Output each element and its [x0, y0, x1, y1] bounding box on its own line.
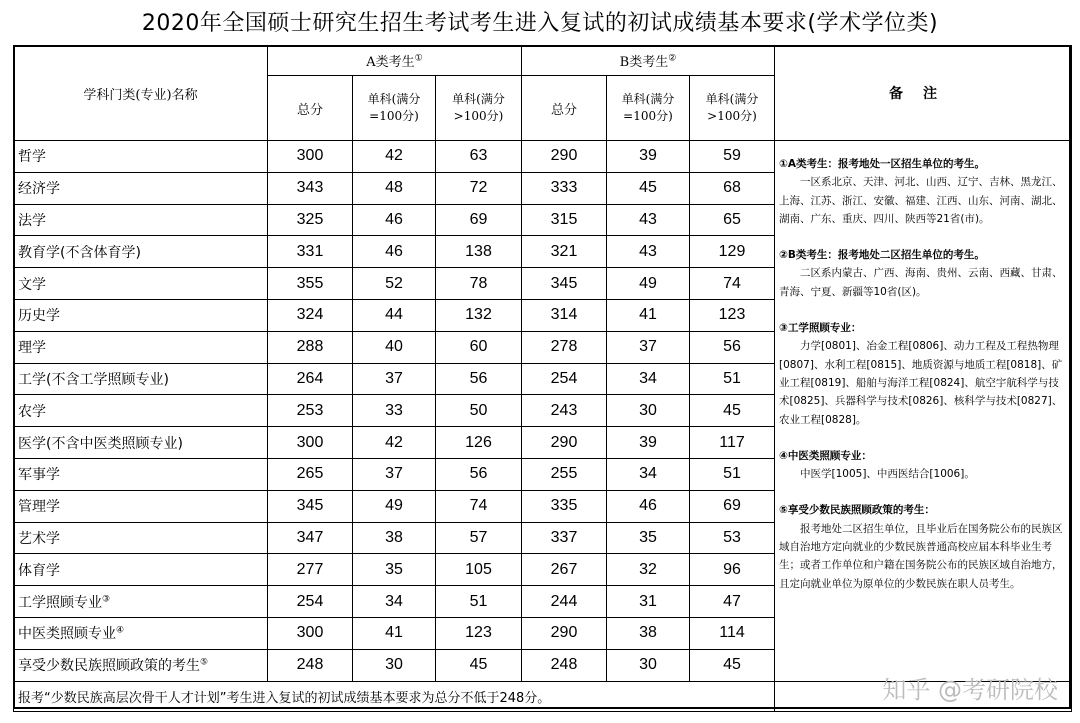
a-score-single100: 41	[353, 617, 436, 649]
a-score-single100plus: 105	[436, 554, 522, 586]
b-score-single100: 39	[607, 427, 690, 459]
b-score-single100plus: 96	[690, 554, 775, 586]
note-title: ③工学照顾专业：	[779, 322, 862, 335]
b-score-single100plus: 65	[690, 204, 775, 236]
header-b-single100: 单科(满分 =100分)	[607, 76, 690, 141]
discipline-name: 法学	[14, 204, 268, 236]
note-body: 一区系北京、天津、河北、山西、辽宁、吉林、黑龙江、上海、江苏、浙江、安徽、福建、江西、山东、河南、湖北、湖南、广东、重庆、四川、陕西等21省(市)。	[779, 176, 1063, 225]
b-score-single100plus: 45	[690, 649, 775, 681]
b-score-single100: 45	[607, 172, 690, 204]
a-score-single100plus: 69	[436, 204, 522, 236]
b-score-single100: 39	[607, 141, 690, 173]
discipline-name: 艺术学	[14, 522, 268, 554]
header-b-total: 总分	[522, 76, 607, 141]
b-score-total: 315	[522, 204, 607, 236]
a-score-single100: 37	[353, 458, 436, 490]
a-score-total: 343	[268, 172, 353, 204]
a-score-total: 288	[268, 331, 353, 363]
b-score-total: 290	[522, 141, 607, 173]
discipline-name: 军事学	[14, 458, 268, 490]
discipline-name: 医学(不含中医类照顾专业)	[14, 427, 268, 459]
a-score-single100: 44	[353, 299, 436, 331]
discipline-name: 哲学	[14, 141, 268, 173]
a-score-total: 347	[268, 522, 353, 554]
b-score-single100plus: 47	[690, 586, 775, 618]
b-score-total: 345	[522, 268, 607, 300]
discipline-name: 理学	[14, 331, 268, 363]
page-title: 2020年全国硕士研究生招生考试考生进入复试的初试成绩基本要求(学术学位类)	[141, 11, 939, 36]
footer-note: 报考“少数民族高层次骨干人才计划”考生进入复试的初试成绩基本要求为总分不低于248分。	[14, 681, 775, 711]
a-score-total: 253	[268, 395, 353, 427]
b-score-single100plus: 59	[690, 141, 775, 173]
a-score-total: 277	[268, 554, 353, 586]
a-score-single100plus: 60	[436, 331, 522, 363]
a-score-single100plus: 126	[436, 427, 522, 459]
b-score-single100: 49	[607, 268, 690, 300]
b-score-single100: 30	[607, 649, 690, 681]
b-score-total: 244	[522, 586, 607, 618]
b-score-total: 337	[522, 522, 607, 554]
discipline-name: 体育学	[14, 554, 268, 586]
a-score-total: 331	[268, 236, 353, 268]
note-title: ④中医类照顾专业：	[779, 449, 872, 462]
b-score-total: 278	[522, 331, 607, 363]
b-score-single100: 46	[607, 490, 690, 522]
a-score-single100: 42	[353, 427, 436, 459]
discipline-name: 农学	[14, 395, 268, 427]
a-score-single100plus: 56	[436, 363, 522, 395]
b-score-total: 267	[522, 554, 607, 586]
b-score-single100plus: 74	[690, 268, 775, 300]
a-score-single100plus: 78	[436, 268, 522, 300]
b-score-single100plus: 117	[690, 427, 775, 459]
note-body: 报考地处二区招生单位，且毕业后在国务院公布的民族区域自治地方定向就业的少数民族普通高校应届本科毕业生考生；或者工作单位和户籍在国务院公布的民族区域自治地方，且定向就业单位为原单位的少数民族在职人员考生。	[779, 522, 1063, 590]
note-title: ⑤享受少数民族照顾政策的考生：	[779, 504, 935, 517]
a-score-single100plus: 138	[436, 236, 522, 268]
a-score-total: 265	[268, 458, 353, 490]
b-score-single100: 30	[607, 395, 690, 427]
b-score-single100: 31	[607, 586, 690, 618]
a-score-total: 300	[268, 427, 353, 459]
a-score-total: 325	[268, 204, 353, 236]
header-a-total: 总分	[268, 76, 353, 141]
a-score-single100plus: 74	[436, 490, 522, 522]
a-score-single100plus: 51	[436, 586, 522, 618]
b-score-single100: 43	[607, 236, 690, 268]
b-score-total: 254	[522, 363, 607, 395]
discipline-name: 享受少数民族照顾政策的考生⑤	[14, 649, 268, 681]
b-score-single100plus: 114	[690, 617, 775, 649]
header-a-single100plus: 单科(满分 >100分)	[436, 76, 522, 141]
a-score-single100: 34	[353, 586, 436, 618]
b-score-total: 314	[522, 299, 607, 331]
discipline-name: 中医类照顾专业④	[14, 617, 268, 649]
table-border	[13, 45, 1071, 709]
a-score-single100plus: 50	[436, 395, 522, 427]
header-b-single100plus: 单科(满分 >100分)	[690, 76, 775, 141]
header-group-b: B类考生②	[522, 46, 775, 76]
a-score-single100plus: 63	[436, 141, 522, 173]
a-score-single100: 40	[353, 331, 436, 363]
header-notes: 备注	[775, 46, 1072, 141]
b-score-total: 290	[522, 617, 607, 649]
b-score-single100plus: 51	[690, 458, 775, 490]
discipline-name: 文学	[14, 268, 268, 300]
a-score-total: 300	[268, 141, 353, 173]
note-body: 中医学[1005]、中西医结合[1006]。	[800, 468, 975, 481]
discipline-name: 教育学(不含体育学)	[14, 236, 268, 268]
a-score-total: 248	[268, 649, 353, 681]
b-score-total: 248	[522, 649, 607, 681]
b-score-single100: 38	[607, 617, 690, 649]
b-score-single100: 32	[607, 554, 690, 586]
a-score-single100: 42	[353, 141, 436, 173]
note-title: ①A类考生：报考地处一区招生单位的考生。	[779, 158, 986, 170]
a-score-single100: 48	[353, 172, 436, 204]
b-score-total: 335	[522, 490, 607, 522]
a-score-single100plus: 56	[436, 458, 522, 490]
a-score-single100: 49	[353, 490, 436, 522]
a-score-single100plus: 132	[436, 299, 522, 331]
a-score-single100plus: 45	[436, 649, 522, 681]
a-score-single100plus: 72	[436, 172, 522, 204]
a-score-single100: 33	[353, 395, 436, 427]
a-score-single100: 35	[353, 554, 436, 586]
a-score-single100: 46	[353, 204, 436, 236]
b-score-single100plus: 69	[690, 490, 775, 522]
b-score-single100: 37	[607, 331, 690, 363]
a-score-total: 355	[268, 268, 353, 300]
a-score-total: 324	[268, 299, 353, 331]
a-score-total: 345	[268, 490, 353, 522]
b-score-single100: 43	[607, 204, 690, 236]
discipline-name: 管理学	[14, 490, 268, 522]
b-score-total: 333	[522, 172, 607, 204]
a-score-total: 300	[268, 617, 353, 649]
a-score-single100plus: 123	[436, 617, 522, 649]
b-score-single100plus: 51	[690, 363, 775, 395]
b-score-single100: 34	[607, 458, 690, 490]
b-score-single100plus: 129	[690, 236, 775, 268]
note-title: ②B类考生：报考地处二区招生单位的考生。	[779, 249, 985, 262]
discipline-name: 工学(不含工学照顾专业)	[14, 363, 268, 395]
a-score-single100plus: 57	[436, 522, 522, 554]
b-score-single100plus: 45	[690, 395, 775, 427]
b-score-single100plus: 68	[690, 172, 775, 204]
watermark: 知乎 @考研院校	[882, 676, 1058, 704]
note-body: 力学[0801]、冶金工程[0806]、动力工程及工程热物理[0807]、水利工程[0815]、地质资源与地质工程[0818]、矿业工程[0819]、船舶与海洋工程[0824]、航空宇航科学与技术[0825]、兵器科学与技术[0826]、核科学与技术[0827]、农业工程[0828]。	[779, 340, 1063, 426]
b-score-single100plus: 56	[690, 331, 775, 363]
b-score-total: 243	[522, 395, 607, 427]
b-score-total: 290	[522, 427, 607, 459]
header-a-single100: 单科(满分 =100分)	[353, 76, 436, 141]
note-body: 二区系内蒙古、广西、海南、贵州、云南、西藏、甘肃、青海、宁夏、新疆等10省(区)。	[779, 267, 1063, 298]
a-score-total: 264	[268, 363, 353, 395]
discipline-name: 工学照顾专业③	[14, 586, 268, 618]
a-score-single100: 52	[353, 268, 436, 300]
a-score-single100: 38	[353, 522, 436, 554]
b-score-single100: 34	[607, 363, 690, 395]
a-score-total: 254	[268, 586, 353, 618]
discipline-name: 历史学	[14, 299, 268, 331]
b-score-single100: 41	[607, 299, 690, 331]
a-score-single100: 30	[353, 649, 436, 681]
header-discipline: 学科门类(专业)名称	[14, 46, 268, 141]
header-group-a: A类考生①	[268, 46, 522, 76]
b-score-single100plus: 123	[690, 299, 775, 331]
b-score-single100: 35	[607, 522, 690, 554]
b-score-single100plus: 53	[690, 522, 775, 554]
b-score-total: 321	[522, 236, 607, 268]
a-score-single100: 37	[353, 363, 436, 395]
discipline-name: 经济学	[14, 172, 268, 204]
b-score-total: 255	[522, 458, 607, 490]
a-score-single100: 46	[353, 236, 436, 268]
